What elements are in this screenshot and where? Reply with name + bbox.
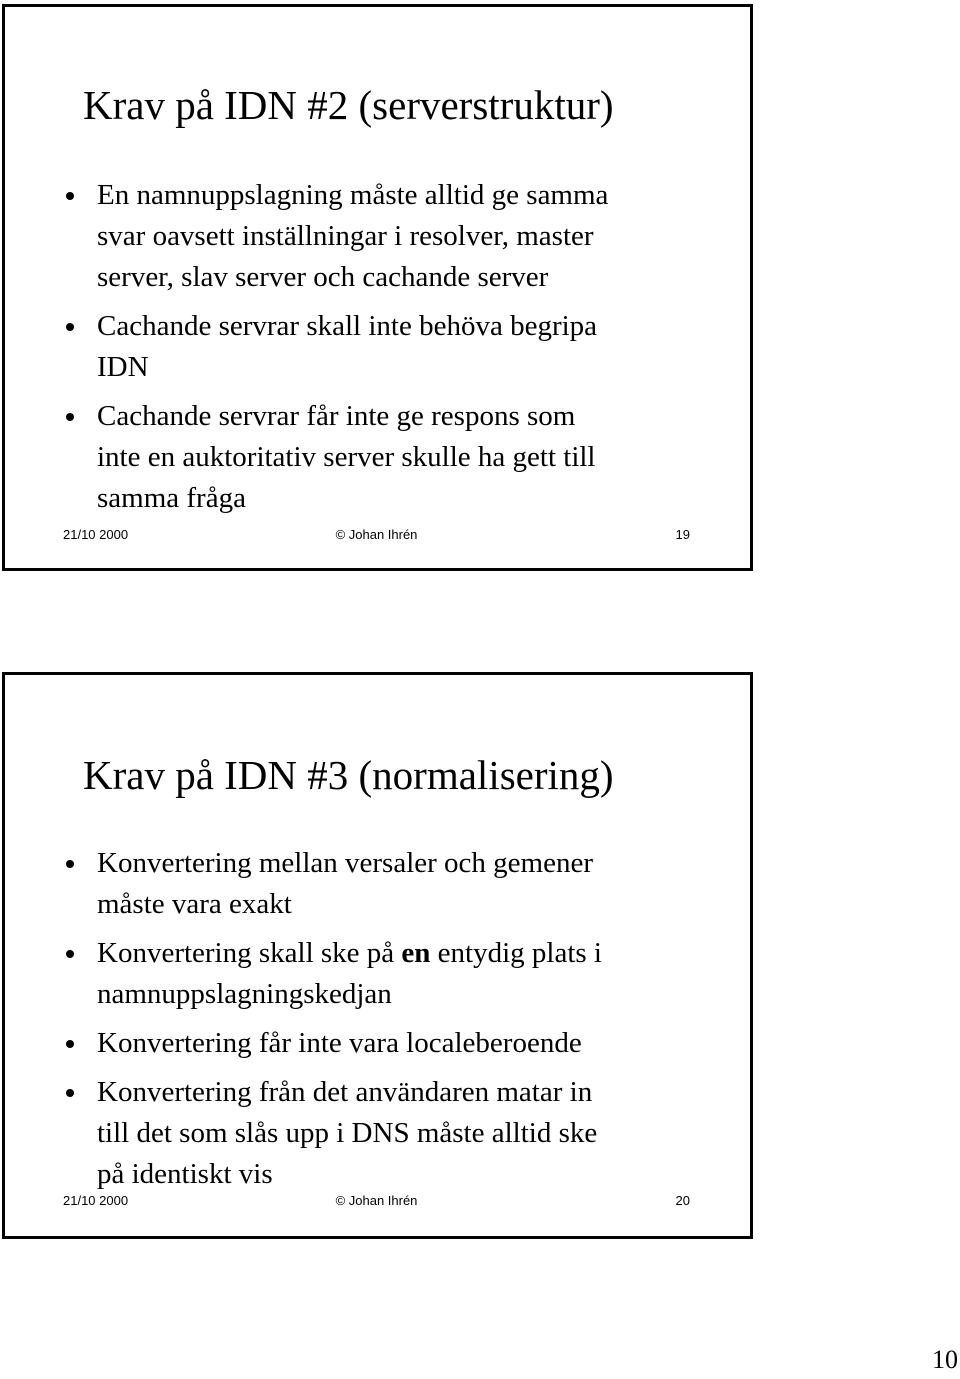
bullet-line: Konvertering skall ske på en entydig plats i [97, 937, 602, 969]
bullet-line: på identiskt vis [97, 1158, 273, 1190]
bullet-icon [66, 950, 74, 958]
bullet-line: Konvertering får inte vara localeberoende [97, 1027, 582, 1059]
bullet-icon [66, 860, 74, 868]
bullet-line: server, slav server och cachande server [97, 261, 549, 293]
bullet-list [63, 843, 703, 1203]
bullet-line: samma fråga [97, 482, 246, 514]
bullet-line: namnuppslagningskedjan [97, 978, 392, 1010]
bullet-line: måste vara exakt [97, 888, 292, 920]
footer-slide-number: 20 [675, 1193, 690, 1208]
bullet-item [63, 306, 703, 388]
bullet-line: Cachande servrar skall inte behöva begripa [97, 310, 598, 342]
footer-date: 21/10 2000 [63, 527, 129, 542]
bullet-line: inte en auktoritativ server skulle ha gett till [97, 441, 596, 473]
emphasis-word: en [401, 937, 431, 969]
slide-19 [2, 4, 753, 571]
slide-footer [63, 527, 690, 547]
bullet-line: till det som slås upp i DNS måste alltid ske [97, 1117, 598, 1149]
bullet-icon [66, 1040, 74, 1048]
footer-author: © Johan Ihrén [335, 527, 418, 542]
slide-footer [63, 1193, 690, 1213]
footer-author: © Johan Ihrén [335, 1193, 418, 1208]
bullet-icon [66, 323, 74, 331]
bullet-icon [66, 1089, 74, 1097]
footer-date: 21/10 2000 [63, 1193, 129, 1208]
slide-title: Krav på IDN #2 (serverstruktur) [83, 82, 614, 128]
bullet-line: svar oavsett inställningar i resolver, master [97, 220, 594, 252]
bullet-list [63, 175, 703, 527]
bullet-line: IDN [97, 351, 149, 383]
bullet-item [63, 1023, 703, 1064]
bullet-icon [66, 192, 74, 200]
page-number: 10 [932, 1345, 958, 1374]
bullet-item [63, 843, 703, 925]
footer-slide-number: 19 [675, 527, 690, 542]
bullet-item [63, 175, 703, 298]
bullet-item [63, 1072, 703, 1195]
bullet-item [63, 933, 703, 1015]
bullet-line: Cachande servrar får inte ge respons som [97, 400, 576, 432]
bullet-line: Konvertering mellan versaler och gemener [97, 847, 594, 879]
slide-title: Krav på IDN #3 (normalisering) [83, 752, 614, 798]
bullet-line: Konvertering från det användaren matar in [97, 1076, 593, 1108]
bullet-line: En namnuppslagning måste alltid ge samma [97, 179, 609, 211]
bullet-item [63, 396, 703, 519]
slide-20 [2, 672, 753, 1239]
bullet-icon [66, 413, 74, 421]
